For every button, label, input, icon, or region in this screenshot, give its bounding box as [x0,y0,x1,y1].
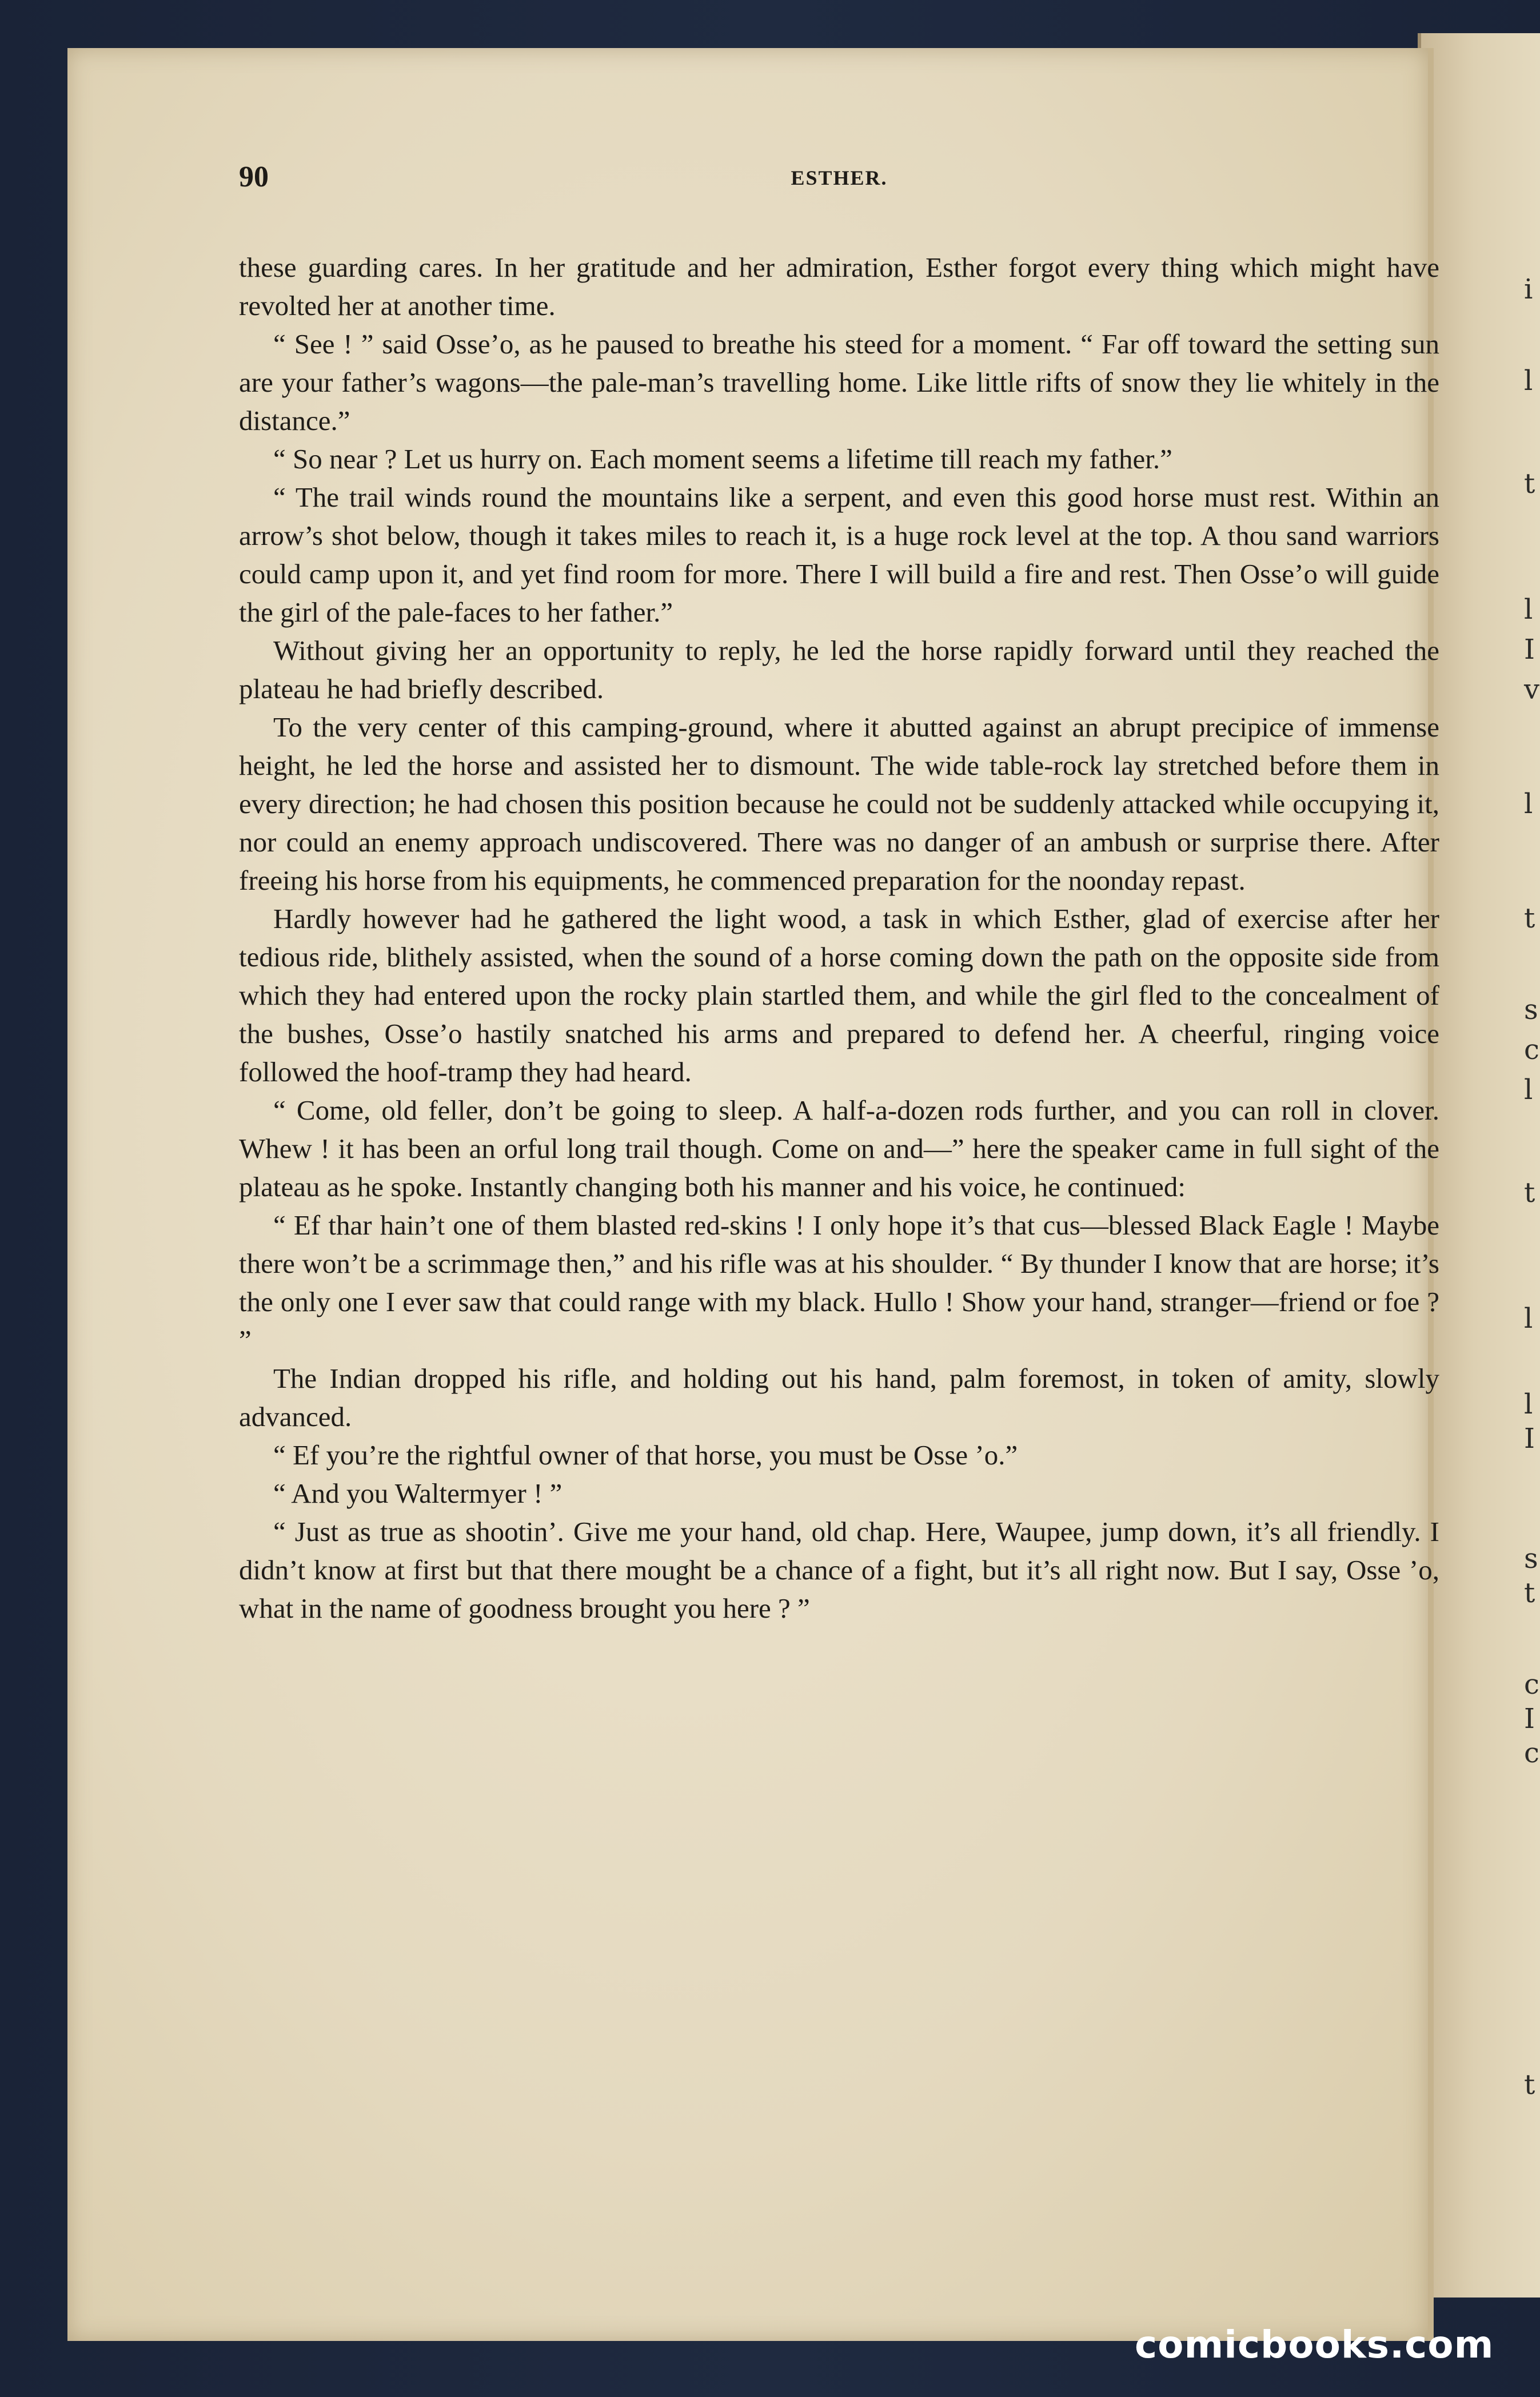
paragraph: “ Ef thar hain’t one of them blasted red-skins ! I only hope it’s that cus—blessed Black Eagle ! Maybe there won’t be a scrimmage then,” and his rifle was at his shoulder. “ By thunder I know that are horse; it’s the only one I ever saw that could range with my black. Hullo ! Show your hand, stranger—friend or foe ? ” [239,1209,1439,1356]
paragraph: “ Just as true as shootin’. Give me your hand, old chap. Here, Waupee, jump down, it’s all friendly. I didn’t know at first but that there mought be a chance of a fight, but it’s all right now. But I say, Osse ’o, what in the name of goodness brought you here ? ” [239,1516,1439,1624]
paragraph: “ The trail winds round the mountains like a serpent, and even this good horse must rest. Within an arrow’s shot below, though it takes miles to reach it, is a huge rock level at the top. A thou sand warriors could camp upon it, and yet find room for more. There I will build a fire and rest. Then Osse’o will guide the girl of the pale-faces to her father.” [239,481,1439,628]
adjacent-page-fragment: l [1524,1074,1533,1106]
paragraph: To the very center of this camping-ground, where it abutted against an abrupt precipice of immense height, he led the horse and assisted her to dismount. The wide table-rock lay stretched before them in every direction; he had chosen this position because he could not be suddenly attacked while occupying it, nor could an enemy approach undiscovered. There was no danger of an ambush or surprise there. After freeing his horse from his equipments, he commenced preparation for the noonday repast. [239,711,1439,896]
paragraph: “ So near ? Let us hurry on. Each moment seems a lifetime till reach my father.” [273,443,1172,475]
paragraph: Hardly however had he gathered the light wood, a task in which Esther, glad of exercise after her tedious ride, blithely assisted, when the sound of a horse coming down the path on the opposite side from which they had entered upon the rocky plain startled them, and while the girl fled to the concealment of the bushes, Osse’o hastily snatched his arms and prepared to defend her. A cheerful, ringing voice followed the hoof-tramp they had heard. [239,903,1439,1088]
adjacent-page-fragment: t [1524,2069,1535,2101]
paragraph: “ See ! ” said Osse’o, as he paused to breathe his steed for a moment. “ Far off toward the setting sun are your father’s wagons—the pale-man’s travelling home. Like little rifts of snow they lie whitely in the distance.” [239,328,1439,436]
paragraph: Without giving her an opportunity to reply, he led the horse rapidly forward until they reached the plateau he had briefly described. [239,635,1439,704]
site-watermark: comicbooks.com [1135,2323,1494,2367]
book-page [67,48,1439,2341]
adjacent-page-fragment: t [1524,1177,1535,1209]
adjacent-page-fragment: i [1524,273,1533,305]
adjacent-page-fragment: t [1524,1577,1535,1609]
adjacent-page-fragment: l [1524,365,1533,397]
adjacent-page-fragment: l [1524,1303,1533,1335]
paragraph: “ Come, old feller, don’t be going to sleep. A half-a-dozen rods further, and you can roll in clover. Whew ! it has been an orful long trail though. Come on and—” here the speaker came in full sight of the plateau as he spoke. Instantly changing both his manner and his voice, he continued: [239,1094,1439,1203]
adjacent-page-fragment: c [1524,1737,1539,1769]
adjacent-page-fragment: t [1524,902,1535,934]
adjacent-page-fragment: I [1524,1703,1535,1735]
adjacent-page-fragment: c [1524,1034,1539,1066]
page-text [239,248,1439,1627]
paragraph: these guarding cares. In her gratitude and her admiration, Esther forgot every thing which might have revolted her at another time. [239,252,1439,321]
paragraph: The Indian dropped his rifle, and holding out his hand, palm foremost, in token of amity, slowly advanced. [239,1363,1439,1432]
adjacent-page-fragment: l [1524,594,1533,626]
running-title: ESTHER. [791,166,888,189]
page-number: 90 [239,161,269,193]
adjacent-page-fragment: s [1524,1543,1538,1575]
adjacent-page-fragment: I [1524,1423,1535,1455]
adjacent-page-fragment: v [1524,674,1540,706]
paragraph: “ Ef you’re the rightful owner of that horse, you must be Osse ’o.” [273,1439,1018,1471]
adjacent-page-fragment: l [1524,1388,1533,1420]
adjacent-page-fragment: l [1524,788,1533,820]
paragraph: “ And you Waltermyer ! ” [273,1478,562,1509]
adjacent-page-fragment: s [1524,994,1538,1026]
adjacent-page-fragment: c [1524,1669,1539,1701]
page-header [239,160,1439,217]
adjacent-page-fragment: t [1524,468,1535,500]
adjacent-page-fragment: I [1524,634,1535,666]
